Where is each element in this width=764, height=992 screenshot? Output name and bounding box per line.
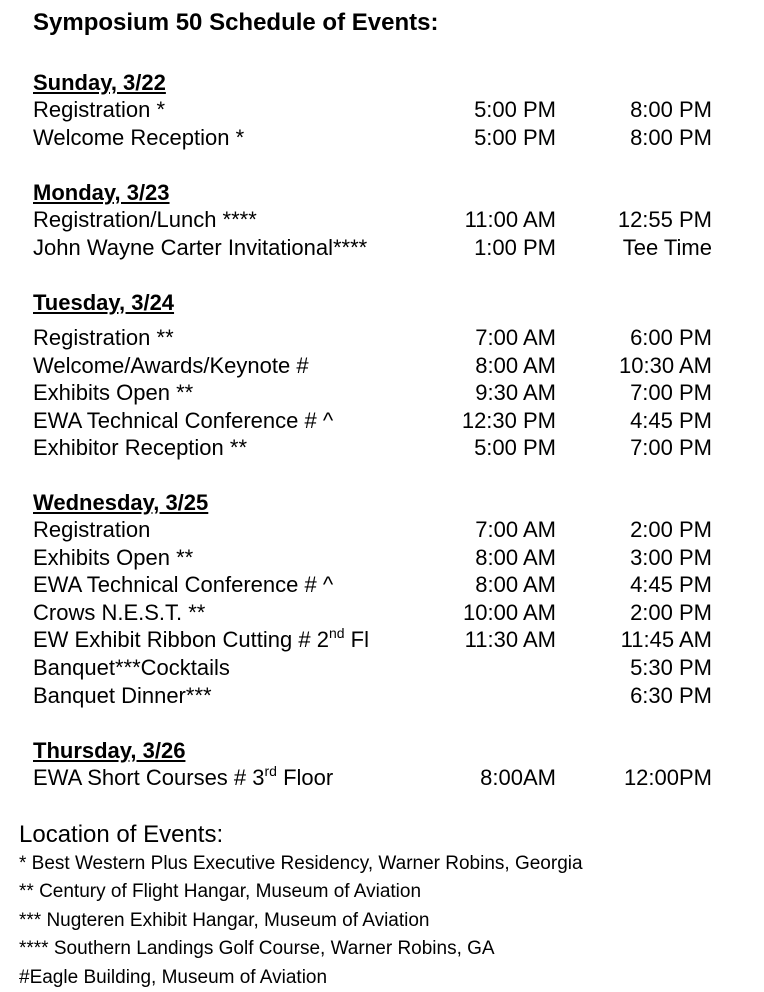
event-name-text: EW Exhibit Ribbon Cutting # 2 (33, 627, 329, 653)
event-name (33, 764, 333, 792)
day-section-monday (33, 180, 733, 261)
event-start-time: 5:00 PM (474, 97, 556, 122)
event-name: EWA Technical Conference # ^ (33, 407, 334, 433)
event-row (33, 352, 733, 380)
event-start-time: 8:00 AM (475, 544, 556, 570)
event-row (33, 571, 733, 599)
event-name: Welcome Reception * (33, 124, 245, 150)
ordinal-suffix: rd (264, 762, 277, 779)
event-start-time: 8:00 AM (475, 572, 556, 598)
event-name: John Wayne Carter Invitational**** (33, 234, 368, 260)
event-end-time: 7:00 PM (630, 380, 712, 406)
day-section-sunday (33, 70, 733, 151)
locations-list (19, 850, 583, 992)
event-name: Registration ** (33, 325, 174, 350)
event-row (33, 124, 733, 152)
event-name: Banquet Dinner*** (33, 682, 212, 708)
event-row (33, 544, 733, 572)
event-name: Exhibits Open ** (33, 544, 194, 570)
event-name: Exhibitor Reception ** (33, 435, 248, 461)
event-end-time: 11:45 AM (620, 627, 712, 653)
event-row (33, 682, 733, 710)
day-heading: Wednesday, 3/25 (33, 490, 209, 515)
event-row (33, 764, 733, 792)
event-end-time: 4:45 PM (630, 572, 712, 598)
event-name: Registration/Lunch **** (33, 207, 257, 232)
location-item: *** Nugteren Exhibit Hangar, Museum of Aviation (19, 909, 430, 931)
event-start-time: 7:00 AM (475, 517, 556, 542)
event-end-time: 6:30 PM (630, 682, 712, 708)
event-row (33, 234, 733, 262)
event-row (33, 599, 733, 627)
event-start-time: 7:00 AM (475, 325, 556, 350)
location-item: #Eagle Building, Museum of Aviation (19, 966, 328, 988)
event-row (33, 654, 733, 682)
location-item: **** Southern Landings Golf Course, Warner Robins, GA (19, 938, 495, 960)
event-name: Registration * (33, 97, 166, 122)
event-start-time: 5:00 PM (474, 435, 556, 461)
day-section-wednesday (33, 490, 733, 709)
event-name: Crows N.E.S.T. ** (33, 599, 206, 625)
event-row (33, 206, 733, 234)
event-name: Registration (33, 517, 151, 542)
event-end-time: 2:00 PM (630, 517, 712, 542)
location-item: ** Century of Flight Hangar, Museum of Aviation (19, 881, 422, 903)
event-row (33, 324, 733, 352)
event-start-time: 1:00 PM (474, 234, 556, 260)
event-end-time: 3:00 PM (630, 544, 712, 570)
event-end-time: Tee Time (622, 234, 712, 260)
event-start-time: 11:00 AM (464, 207, 556, 232)
event-end-time: 10:30 AM (619, 352, 712, 378)
event-name: EWA Technical Conference # ^ (33, 572, 334, 598)
event-row (33, 407, 733, 435)
event-name: Banquet***Cocktails (33, 654, 230, 680)
event-row (33, 626, 733, 654)
event-name-text: EWA Short Courses # 3 (33, 765, 265, 790)
location-item: * Best Western Plus Executive Residency, Warner Robins, Georgia (19, 853, 583, 874)
event-end-time: 4:45 PM (630, 407, 712, 433)
event-name-text: Floor (276, 765, 334, 790)
event-start-time: 11:30 AM (464, 627, 556, 653)
event-end-time: 12:55 PM (617, 207, 712, 232)
event-start-time: 8:00 AM (475, 352, 556, 378)
event-start-time: 5:00 PM (474, 124, 556, 150)
day-section-thursday (33, 738, 733, 792)
event-row (33, 96, 733, 124)
event-end-time: 5:30 PM (630, 654, 712, 680)
event-row (33, 379, 733, 407)
day-heading: Sunday, 3/22 (33, 70, 166, 95)
event-start-time: 12:30 PM (461, 407, 556, 433)
event-name (33, 626, 369, 654)
event-start-time: 8:00AM (480, 765, 556, 790)
day-heading: Monday, 3/23 (33, 180, 170, 205)
event-name-text: Fl (344, 627, 369, 653)
event-end-time: 8:00 PM (630, 124, 712, 150)
event-start-time: 9:30 AM (475, 380, 556, 406)
locations-heading: Location of Events: (19, 821, 224, 848)
event-name: Welcome/Awards/Keynote # (33, 352, 309, 378)
event-end-time: 6:00 PM (630, 325, 712, 350)
event-row (33, 516, 733, 544)
event-end-time: 7:00 PM (630, 435, 712, 461)
day-section-tuesday (33, 290, 733, 462)
day-heading: Tuesday, 3/24 (33, 290, 175, 315)
event-start-time: 10:00 AM (463, 599, 556, 625)
event-end-time: 12:00PM (623, 765, 712, 790)
event-end-time: 8:00 PM (630, 97, 712, 122)
event-row (33, 434, 733, 462)
event-end-time: 2:00 PM (630, 599, 712, 625)
day-heading: Thursday, 3/26 (33, 738, 186, 763)
event-name: Exhibits Open ** (33, 380, 194, 406)
schedule-title: Symposium 50 Schedule of Events: (33, 9, 439, 36)
ordinal-suffix: nd (328, 625, 345, 642)
